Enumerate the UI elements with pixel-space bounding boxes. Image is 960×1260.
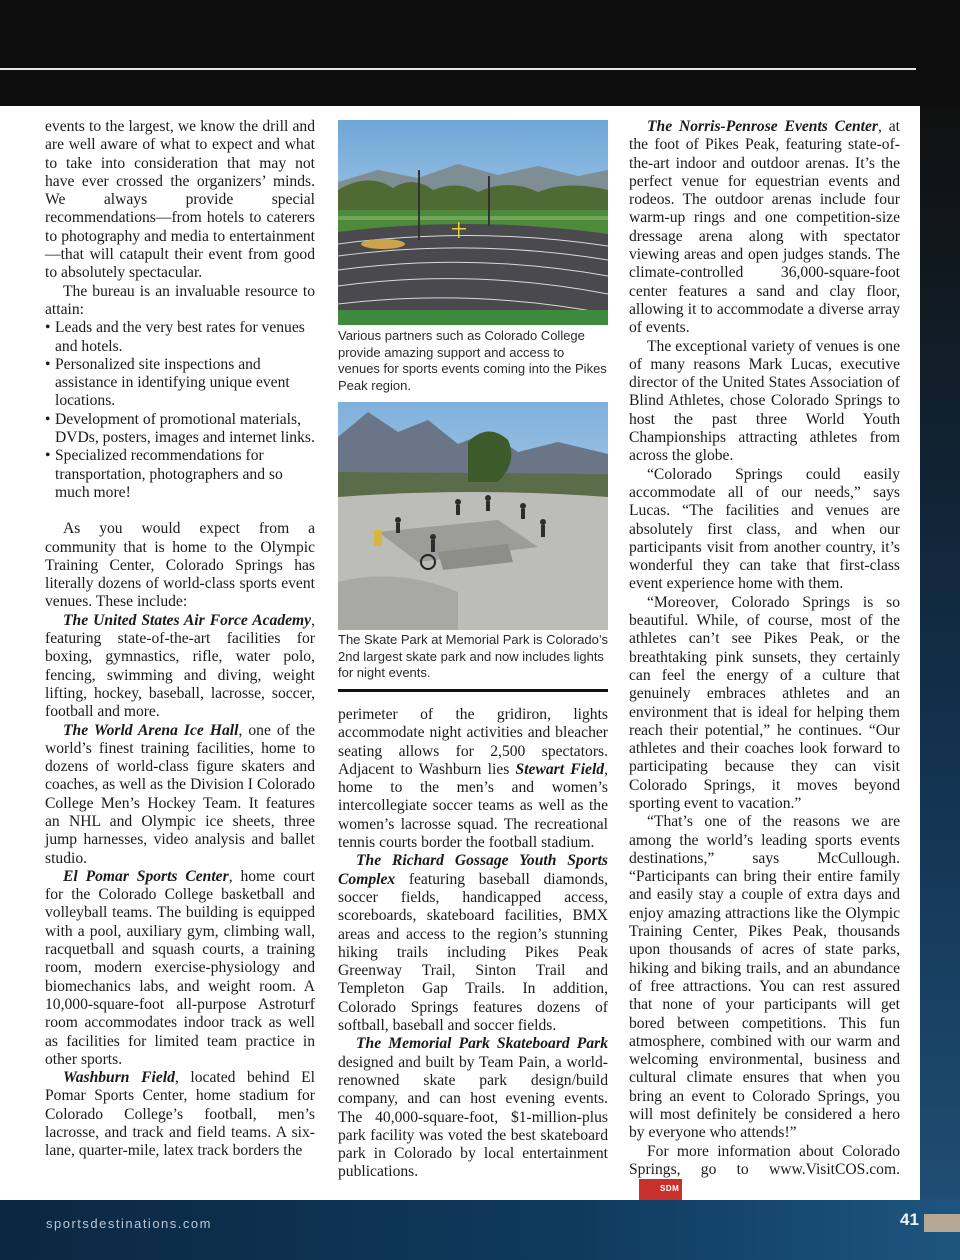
venue-text: featuring baseball diamonds, soccer fields, handicapped access, scoreboards, skateboard facilities, BMX areas and access to the region’s stunning hiking trails including Pikes Peak Greenway Trail, Sinton Trail and Templeton Gap Trails. In addition, Colorado Springs features dozens of softball, baseball and soccer fields. [338, 870, 608, 1035]
paragraph [45, 722, 315, 868]
photo-caption: Various partners such as Colorado College provide amazing support and access to venues for sports events coming into the Pikes Peak region. [338, 328, 607, 393]
paragraph [338, 852, 608, 1035]
venue-name: Washburn Field [63, 1069, 175, 1087]
bullet-item: • Personalized site inspections and assistance in identifying unique event locations. [45, 356, 315, 411]
paragraph-text: perimeter of the gridiron, lights accommodate night activities and bleacher seating allows for 2,500 spectators. Adjacent to Washburn lies [338, 706, 608, 778]
venue-text: , one of the world’s finest training facilities, home to dozens of world-class figure skaters and coaches, as well as the Division I Colorado College Men’s Hockey Team. It features an NHL and Olympic ice sheets, three jump harnesses, video analysis and ballet studio. [45, 721, 315, 867]
top-banner [0, 0, 960, 106]
venue-name: Stewart Field [515, 760, 605, 778]
column-2 [338, 706, 608, 1182]
top-rule [0, 68, 916, 70]
paragraph [338, 1035, 608, 1181]
paragraph: “Moreover, Colorado Springs is so beautiful. While, of course, most of the athletes can’t see Pikes Peak, or the breathtaking pink sunsets, they certainly can feel the energy of a culture that genuinely embraces athletes and an environment that is ideal for helping them reach their potential,” he continues. “Our athletes and their coaches look forward to participating because they can visit Colorado Springs, it moves beyond sporting event to vacation.” [629, 593, 900, 812]
paragraph [45, 1069, 315, 1160]
venue-name: El Pomar Sports Center [63, 867, 229, 885]
venue-name: The United States Air Force Academy [63, 611, 312, 629]
paragraph-text: , home to the men’s and women’s intercollegiate soccer teams as well as the women’s lacrosse squad. The recreational tennis courts border the football stadium. [338, 760, 608, 852]
paragraph: “That’s one of the reasons we are among the world’s leading sports events destinations,” says McCullough. “Participants can bring their entire family and easily stay a couple of extra days and enjoy amazing attractions like the Olympic Training Center, Pikes Peak, thousands upon thousands of acres of state parks, hiking and biking trails, and an abundance of free attractions. You can rest assured that none of your participants will get bored between competitions. This fun atmosphere, combined with our warm and welcoming environmental, business and cultural climate ensures that when you bring an event to Colorado Springs, you will most definitely be considered a hero by everyone who attends!” [629, 813, 900, 1142]
paragraph [45, 868, 315, 1069]
paragraph: As you would expect from a community that is home to the Olympic Training Center, Colorado Springs has literally dozens of world-class sports event venues. These include: [45, 520, 315, 611]
stadium-photo [338, 120, 608, 325]
caption-divider [338, 689, 608, 692]
paragraph: events to the largest, we know the drill and are well aware of what to expect and what to take into consideration that may not have ever crossed the organizers’ minds. We always provide special recommendations—from hotels to caterers to photography and media to entertainment—that will catapult their event from good to absolutely spectacular. [45, 118, 315, 282]
bullet-item: • Specialized recommendations for transportation, photographers and so much more! [45, 447, 315, 502]
footer-website[interactable]: sportsdestinations.com [46, 1216, 212, 1231]
venue-text: designed and built by Team Pain, a world-renowned skate park design/build company, and can host evening events. The 40,000-square-foot, $1-million-plus park facility was voted the best skateboard park in Colorado by local entertainment publications. [338, 1053, 608, 1181]
venue-name: The World Arena Ice Hall [63, 721, 239, 739]
paragraph: The exceptional variety of venues is one of many reasons Mark Lucas, executive director of the United States Association of Blind Athletes, chose Colorado Springs to host the past three World Youth Championships attracting athletes from across the globe. [629, 337, 900, 465]
venue-text: , located behind El Pomar Sports Center, home stadium for Colorado College’s football, men’s lacrosse, and track and field teams. A six-lane, quarter-mile, latex track borders the [45, 1069, 315, 1160]
page-edge-strip [920, 106, 960, 1200]
paragraph: “Colorado Springs could easily accommodate all of our needs,” says Lucas. “The facilities and venues are absolutely first class, and when our participants visit from another country, it’s wonderful they can take that first-class event experience home with them. [629, 465, 900, 593]
page-number: 41 [900, 1210, 919, 1229]
paragraph: The bureau is an invaluable resource to attain: [45, 282, 315, 318]
sdm-end-mark: SDM [639, 1179, 682, 1199]
venue-name: The Norris-Penrose Events Center [647, 118, 878, 135]
venue-name: The Memorial Park Skateboard Park [356, 1035, 608, 1053]
paragraph [45, 612, 315, 722]
bullet-item: • Leads and the very best rates for venues and hotels. [45, 319, 315, 356]
venue-text: , featuring state-of-the-art facilities for boxing, gymnastics, rifle, water polo, fencing, swimming and diving, weight lifting, hockey, baseball, lacrosse, soccer, football and more. [45, 611, 315, 721]
paragraph [629, 1143, 900, 1200]
bullet-item: • Development of promotional materials, DVDs, posters, images and internet links. [45, 411, 315, 448]
page-tab [924, 1214, 960, 1232]
paragraph [338, 706, 608, 852]
photo-caption: The Skate Park at Memorial Park is Colorado’s 2nd largest skate park and now includes lights for night events. [338, 632, 608, 680]
closing-text: For more information about Colorado Springs, go to www.VisitCOS.com. [629, 1142, 900, 1178]
column-3 [629, 118, 900, 1200]
column-1 [45, 118, 315, 1161]
skate-park-photo [338, 402, 608, 630]
page-footer [0, 1200, 960, 1260]
paragraph [629, 118, 900, 338]
venue-name: The Richard Gossage Youth Sports Complex [338, 852, 608, 888]
bullet-list [45, 319, 315, 502]
venue-text: , at the foot of Pikes Peak, featuring state-of-the-art indoor and outdoor arenas. It’s the perfect venue for equestrian events and rodeos. The outdoor arenas include four warm-up rings and one competition-size dressage arena along with spectator viewing areas and open judges stands. The climate-controlled 36,000-square-foot center features a sand and clay floor, allowing it to accommodate a diverse array of events. [629, 118, 900, 337]
venue-text: , home court for the Colorado College basketball and volleyball teams. The building is equipped with a pool, auxiliary gym, climbing wall, racquetball and squash courts, a training room, modern exercise-physiology and biomechanics labs, and weight room. A 10,000-square-foot all-purpose Astroturf room accommodates indoor track as well as facilities for limited team practice in other sports. [45, 867, 315, 1068]
